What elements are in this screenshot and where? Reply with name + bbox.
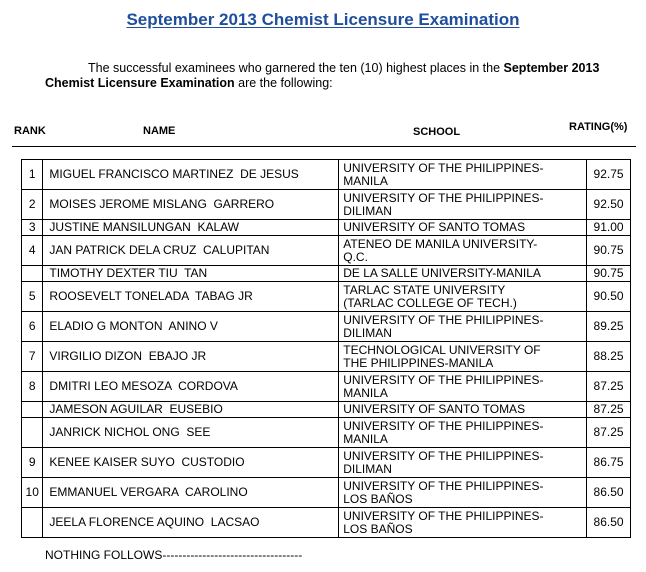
- name-cell: ROOSEVELT TONELADA TABAG JR: [43, 282, 339, 312]
- school-cell: [339, 418, 587, 448]
- school-line: UNIVERSITY OF THE PHILIPPINES-: [343, 372, 544, 387]
- school-line: LOS BAÑOS: [343, 491, 413, 506]
- school-cell: [339, 190, 587, 220]
- school-cell: [339, 220, 587, 236]
- column-header-name: NAME: [143, 125, 176, 137]
- school-line: MANILA: [343, 431, 388, 446]
- table-row: [22, 266, 631, 282]
- school-line: ATENEO DE MANILA UNIVERSITY-: [343, 236, 538, 251]
- school-cell: [339, 402, 587, 418]
- nothing-follows-note: NOTHING FOLLOWS-----------------------------------: [45, 548, 303, 562]
- results-table: [21, 159, 631, 538]
- table-row: [22, 220, 631, 236]
- school-cell: [339, 342, 587, 372]
- school-cell: [339, 236, 587, 266]
- table-row: [22, 312, 631, 342]
- school-line: UNIVERSITY OF THE PHILIPPINES-: [343, 312, 544, 327]
- rank-cell: 4: [22, 236, 43, 266]
- table-row: [22, 448, 631, 478]
- name-cell: JAN PATRICK DELA CRUZ CALUPITAN: [43, 236, 339, 266]
- table-row: [22, 478, 631, 508]
- intro-exam-name: September 2013 Chemist Licensure Examination: [45, 61, 600, 90]
- rating-cell: 90.75: [587, 236, 631, 266]
- name-cell: MIGUEL FRANCISCO MARTINEZ DE JESUS: [43, 160, 339, 190]
- rank-cell: 2: [22, 190, 43, 220]
- intro-paragraph: [45, 61, 625, 91]
- rating-cell: 87.25: [587, 402, 631, 418]
- name-cell: KENEE KAISER SUYO CUSTODIO: [43, 448, 339, 478]
- rank-cell: 10: [22, 478, 43, 508]
- school-line: DILIMAN: [343, 203, 392, 218]
- rank-cell: 9: [22, 448, 43, 478]
- school-line: LOS BAÑOS: [343, 521, 413, 536]
- rating-cell: 89.25: [587, 312, 631, 342]
- table-row: [22, 402, 631, 418]
- rank-cell: 3: [22, 220, 43, 236]
- name-cell: JEELA FLORENCE AQUINO LACSAO: [43, 508, 339, 538]
- school-cell: [339, 372, 587, 402]
- table-row: [22, 190, 631, 220]
- school-cell: [339, 478, 587, 508]
- name-cell: EMMANUEL VERGARA CAROLINO: [43, 478, 339, 508]
- school-line: UNIVERSITY OF THE PHILIPPINES-: [343, 160, 544, 175]
- column-header-rating: RATING(%): [569, 121, 628, 133]
- rank-cell: [22, 508, 43, 538]
- name-cell: VIRGILIO DIZON EBAJO JR: [43, 342, 339, 372]
- name-cell: MOISES JEROME MISLANG GARRERO: [43, 190, 339, 220]
- table-row: [22, 236, 631, 266]
- rating-cell: 92.50: [587, 190, 631, 220]
- name-cell: JANRICK NICHOL ONG SEE: [43, 418, 339, 448]
- school-cell: [339, 266, 587, 282]
- table-row: [22, 342, 631, 372]
- school-line: UNIVERSITY OF THE PHILIPPINES-: [343, 190, 544, 205]
- school-cell: [339, 312, 587, 342]
- table-row: [22, 282, 631, 312]
- school-line: UNIVERSITY OF THE PHILIPPINES-: [343, 508, 544, 523]
- rank-cell: 1: [22, 160, 43, 190]
- table-row: [22, 418, 631, 448]
- school-line: UNIVERSITY OF SANTO TOMAS: [343, 220, 526, 234]
- school-line: DE LA SALLE UNIVERSITY-MANILA: [343, 266, 541, 280]
- header-divider: [12, 146, 636, 147]
- rating-cell: 87.25: [587, 418, 631, 448]
- table-row: [22, 160, 631, 190]
- school-line: MANILA: [343, 173, 388, 188]
- school-line: UNIVERSITY OF SANTO TOMAS: [343, 402, 526, 416]
- school-line: (TARLAC COLLEGE OF TECH.): [343, 295, 517, 310]
- rank-cell: 6: [22, 312, 43, 342]
- rank-cell: 7: [22, 342, 43, 372]
- rating-cell: 86.50: [587, 478, 631, 508]
- rating-cell: 86.50: [587, 508, 631, 538]
- rating-cell: 86.75: [587, 448, 631, 478]
- results-table-body: [22, 160, 631, 538]
- intro-text: The successful examinees who garnered the ten (10) highest places in the: [88, 61, 504, 75]
- school-cell: [339, 508, 587, 538]
- school-line: UNIVERSITY OF THE PHILIPPINES-: [343, 478, 544, 493]
- column-header-rank: RANK: [14, 125, 46, 137]
- school-cell: [339, 282, 587, 312]
- page-title: September 2013 Chemist Licensure Examination: [126, 10, 520, 29]
- school-line: MANILA: [343, 385, 388, 400]
- name-cell: JUSTINE MANSILUNGAN KALAW: [43, 220, 339, 236]
- school-line: TECHNOLOGICAL UNIVERSITY OF: [343, 342, 541, 357]
- intro-text-end: are the following:: [234, 76, 333, 90]
- rank-cell: [22, 418, 43, 448]
- rating-cell: 87.25: [587, 372, 631, 402]
- rank-cell: [22, 266, 43, 282]
- school-line: UNIVERSITY OF THE PHILIPPINES-: [343, 418, 544, 433]
- rank-cell: 5: [22, 282, 43, 312]
- rank-cell: [22, 402, 43, 418]
- rating-cell: 90.75: [587, 266, 631, 282]
- name-cell: DMITRI LEO MESOZA CORDOVA: [43, 372, 339, 402]
- school-line: TARLAC STATE UNIVERSITY: [343, 282, 506, 297]
- rating-cell: 92.75: [587, 160, 631, 190]
- table-row: [22, 508, 631, 538]
- column-header-school: SCHOOL: [413, 126, 461, 138]
- school-line: DILIMAN: [343, 461, 392, 476]
- rank-cell: 8: [22, 372, 43, 402]
- name-cell: TIMOTHY DEXTER TIU TAN: [43, 266, 339, 282]
- name-cell: ELADIO G MONTON ANINO V: [43, 312, 339, 342]
- rating-cell: 88.25: [587, 342, 631, 372]
- rating-cell: 91.00: [587, 220, 631, 236]
- school-line: UNIVERSITY OF THE PHILIPPINES-: [343, 448, 544, 463]
- school-line: Q.C.: [343, 249, 368, 264]
- school-line: DILIMAN: [343, 325, 392, 340]
- school-cell: [339, 160, 587, 190]
- school-line: THE PHILIPPINES-MANILA: [343, 355, 494, 370]
- school-cell: [339, 448, 587, 478]
- table-row: [22, 372, 631, 402]
- name-cell: JAMESON AGUILAR EUSEBIO: [43, 402, 339, 418]
- rating-cell: 90.50: [587, 282, 631, 312]
